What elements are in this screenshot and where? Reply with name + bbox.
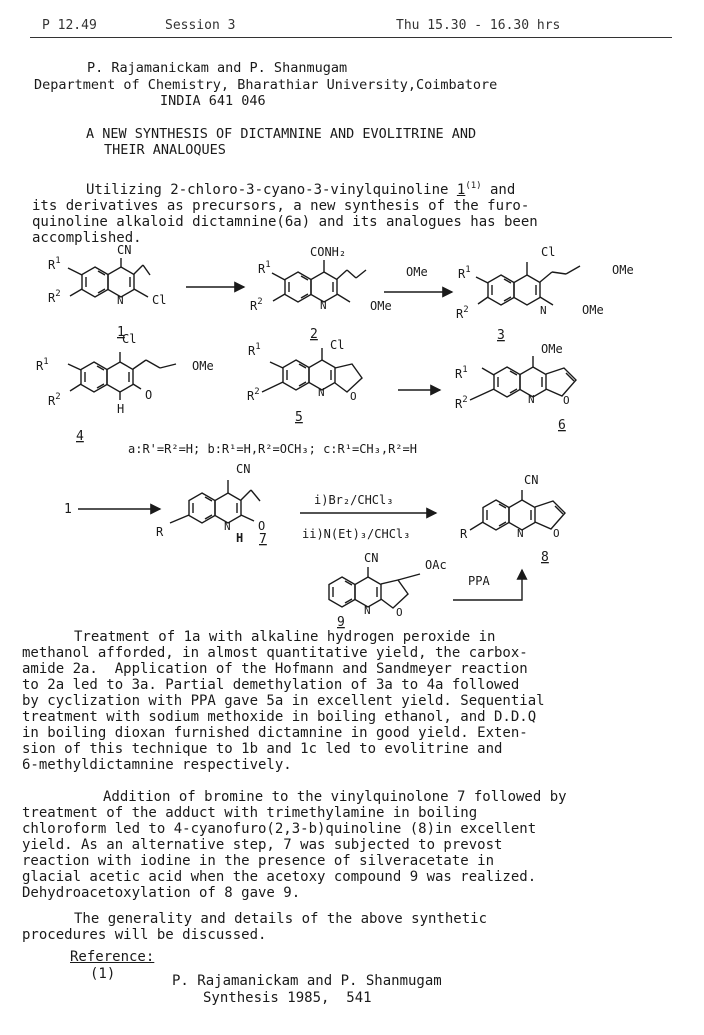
compound-label-5: 5 [295,410,303,425]
compound-7-n: N [224,520,231,533]
reference-authors: P. Rajamanickam and P. Shanmugam [172,973,442,989]
para2-line-7: Dehydroacetoxylation of 8 gave 9. [22,885,301,901]
compound-3-r2: $R^2$ [456,305,469,321]
para1-line-9: 6-methyldictamnine respectively. [22,757,292,773]
compound-1-structure [68,258,150,297]
compound-6-structure [470,356,576,400]
compound-5-r1: $R^1$ [248,342,261,358]
compound-8-n: N [517,527,524,540]
authors: P. Rajamanickam and P. Shanmugam [87,60,348,76]
compound-5-o: O [350,390,357,403]
compound-ref-1: 1 [64,502,72,517]
para1-line-7: in boiling dioxan furnished dictamnine in good yield. Exten- [22,725,528,741]
para2-line-1: Addition of bromine to the vinylquinolone 7 followed by [103,789,567,805]
para3-line-2: procedures will be discussed. [22,927,267,943]
para2-line-2: treatment of the adduct with trimethylamine in boiling [22,805,478,821]
ref-citation: (1) [465,181,482,191]
compound-4-r1: $R^1$ [36,357,49,373]
compound-label-4: 4 [76,429,84,444]
session-label: Session 3 [165,18,236,33]
compound-7-structure [170,480,260,523]
intro-line-4: accomplished. [32,230,142,246]
compound-5-cl: Cl [330,338,345,352]
compound-1-r2: $R^2$ [48,289,61,305]
compound-6-r2: $R^2$ [455,395,468,411]
reaction-scheme [0,240,704,630]
compound-label-2: 2 [310,327,318,342]
para2-line-6: glacial acetic acid when the acetoxy compound 9 was realized. [22,869,537,885]
compound-8-r: R [460,527,468,541]
para2-line-5: reaction with iodine in the presence of silveracetate in [22,853,495,869]
compound-8-cn: CN [524,473,539,487]
compound-4-cl: Cl [122,332,137,346]
compound-2-structure [272,260,366,302]
compound-8-o: O [553,527,560,540]
compound-3-r1: $R^1$ [458,265,471,281]
reagent-ppa: PPA [468,574,490,588]
compound-9-structure [329,567,420,608]
reference-number: (1) [90,966,116,982]
compound-6-n: N [528,393,535,406]
compound-4-structure [68,352,176,400]
header-rule [30,37,672,38]
para2-line-3: chloroform led to 4-cyanofuro(2,3-b)quinoline (8)in excellent [22,821,537,837]
compound-2-r1: $R^1$ [258,260,271,276]
compound-4-r2: $R^2$ [48,392,61,408]
compound-2-n: N [320,299,327,312]
compound-5-r2: $R^2$ [247,387,260,403]
compound-3-structure [476,262,580,305]
compound-6-r1: $R^1$ [455,365,468,381]
compound-3-n: N [540,304,547,317]
compound-label-6: 6 [558,418,566,433]
compound-label-8: 8 [541,550,549,565]
ref-compound-1: 1 [456,182,466,198]
compound-9-n: N [364,604,371,617]
paper-code: P 12.49 [42,18,97,33]
title-line-2: THEIR ANALOQUES [104,142,226,158]
compound-6-ome: OMe [541,342,563,356]
intro-line-2: its derivatives as precursors, a new synthesis of the furo- [32,198,530,214]
para1-line-1: Treatment of 1a with alkaline hydrogen peroxide in [74,629,496,645]
compound-label-1: 1 [117,325,125,340]
compound-6-o: O [563,394,570,407]
compound-2-conh2: CONH₂ [310,245,347,259]
compound-1-cn: CN [117,243,132,257]
compound-7-cn: CN [236,462,251,476]
compound-9-o: O [396,606,403,619]
compound-2-r2: $R^2$ [250,297,263,313]
compound-8-structure [470,490,565,530]
compound-7-r: R [156,525,164,539]
intro-text: Utilizing 2-chloro-3-cyano-3-vinylquinoline [86,182,457,198]
compound-label-3: 3 [497,328,505,343]
para1-line-3: amide 2a. Application of the Hofmann and Sandmeyer reaction [22,661,528,677]
compound-1-r1: $R^1$ [48,256,61,272]
reference-journal: Synthesis 1985, 541 [203,990,372,1006]
compound-7-h: H [236,531,244,545]
para1-line-2: methanol afforded, in almost quantitative yield, the carbox- [22,645,528,661]
compound-9-oac: OAc [425,558,447,572]
compound-5-n: N [318,386,325,399]
para1-line-8: sion of this technique to 1b and 1c led to evolitrine and [22,741,503,757]
reagent-triethylamine: ii)N(Et)₃/CHCl₃ [302,527,411,541]
intro-text: and [481,182,516,198]
compound-2-ome: OMe [406,265,428,279]
para2-line-4: yield. As an alternative step, 7 was subjected to prevost [22,837,503,853]
para1-line-5: by cyclization with PPA gave 5a in excellent yield. Sequential [22,693,545,709]
compound-9-cn: CN [364,551,379,565]
compound-4-o: O [145,388,153,402]
para3-line-1: The generality and details of the above synthetic [74,911,488,927]
title-line-1: A NEW SYNTHESIS OF DICTAMNINE AND EVOLITRINE AND [86,126,477,142]
intro-line-3: quinoline alkaloid dictamnine(6a) and its analogues has been [32,214,538,230]
para1-line-6: treatment with sodium methoxide in boiling ethanol, and D.D.Q [22,709,537,725]
compound-3-ome: OMe [612,263,634,277]
compound-3-ome-ring: OMe [582,303,604,317]
compound-7-o: O [258,519,266,533]
intro-line-1 [86,182,515,199]
department: Department of Chemistry, Bharathiar University,Coimbatore [34,77,498,93]
compound-3-cl: Cl [541,245,556,259]
para1-line-4: to 2a led to 3a. Partial demethylation of 3a to 4a followed [22,677,520,693]
compound-2-ome-ring: OMe [370,299,392,313]
compound-label-7: 7 [259,532,267,547]
compound-4-h: H [117,402,125,416]
compound-label-9: 9 [337,615,345,630]
session-time: Thu 15.30 - 16.30 hrs [396,18,561,33]
reference-heading: Reference: [70,949,155,965]
compound-1-n: N [117,294,124,307]
city: INDIA 641 046 [160,93,266,109]
compound-4-ome: OMe [192,359,214,373]
compound-5-structure [262,348,362,392]
compound-1-cl: Cl [152,293,167,307]
reagent-bromine: i)Br₂/CHCl₃ [314,493,394,507]
substituent-definitions: a:R'=R²=H; b:R¹=H,R²=OCH₃; c:R¹=CH₃,R²=H [128,442,417,456]
